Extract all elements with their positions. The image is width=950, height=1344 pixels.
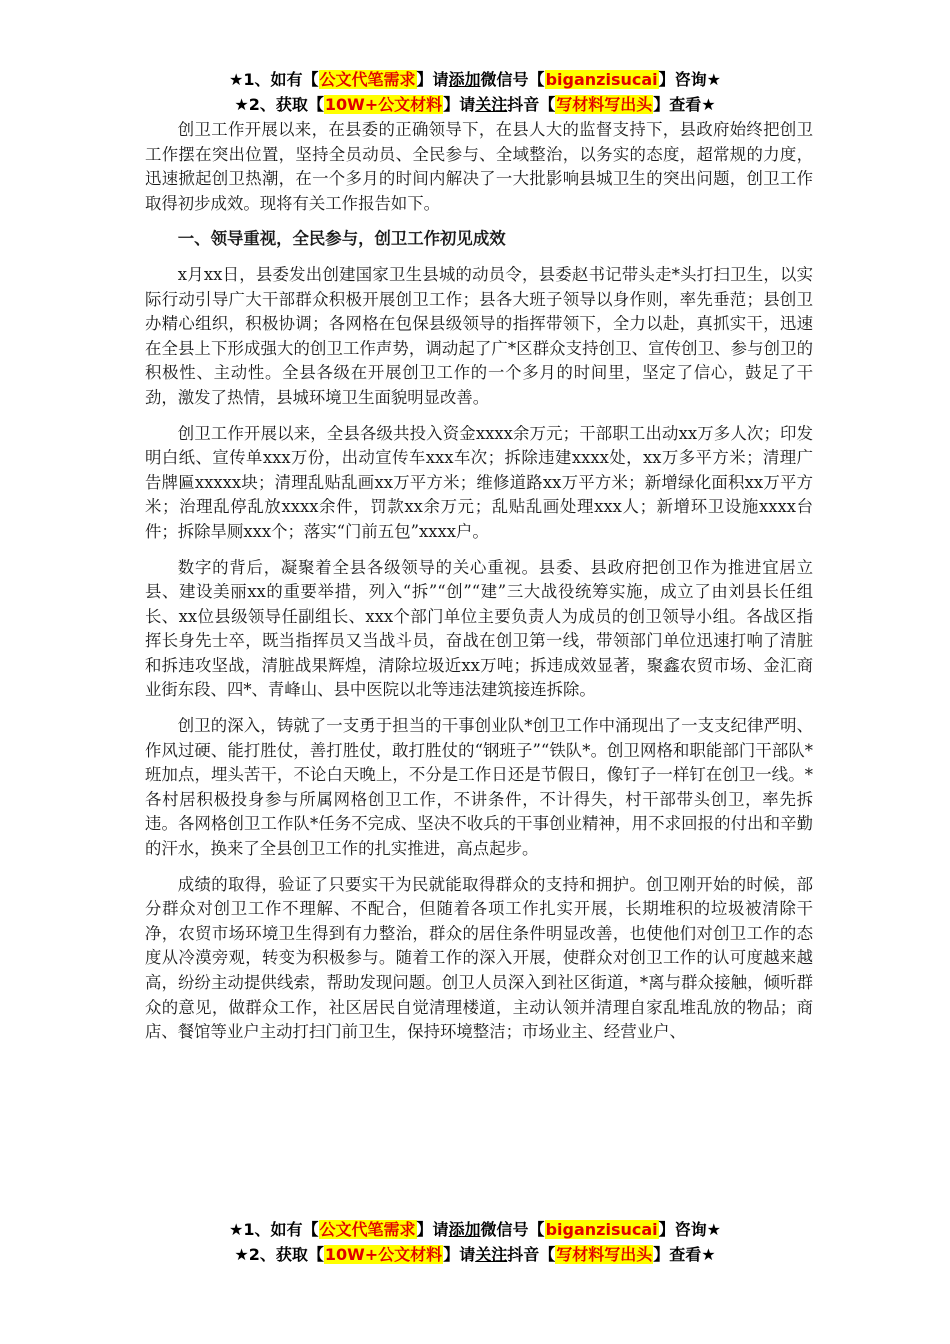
banner-text: 】请 [443,1245,476,1264]
banner-text: 】咨询★ [658,70,721,89]
section-heading: 一、领导重视，全民参与，创卫工作初见成效 [177,229,506,249]
body-paragraph: 创卫工作开展以来，全县各级共投入资金xxxx余万元；干部职工出动xx万多人次；印发明白纸、宣传单xxx万份，出动宣传车xxx车次；拆除违建xxxx处，xx万多平方米；清理广告牌匾xxxxx块；清理乱贴乱画xx万平方米；维修道路xx万平方米；新增绿化面积xx万平方米；治理乱停乱放xxxx余件，罚款xx余万元；乱贴乱画处理xxx人；新增环卫设施xxxx台件；拆除旱厕xxx个；落实“门前五包”xxxx户。 [145,423,813,541]
banner-underline: 添加 [448,70,481,89]
banner-highlight: biganzisucai [545,70,658,89]
banner-highlight: 写材料写出头 [556,1245,653,1264]
banner-text: ★2、获取【 [234,95,324,114]
banner-text: 微信号【 [480,1220,545,1239]
banner-highlight: biganzisucai [545,1220,658,1239]
banner-highlight: 公文代笔需求 [319,70,416,89]
promo-banner-bottom-line2 [0,1243,950,1267]
banner-underline: 关注 [475,1245,508,1264]
banner-highlight: 公文代笔需求 [319,1220,416,1239]
banner-text: 】请 [416,70,449,89]
banner-text: 】查看★ [653,95,716,114]
body-paragraph: 成绩的取得，验证了只要实干为民就能取得群众的支持和拥护。创卫刚开始的时候，部分群众对创卫工作不理解、不配合，但随着各项工作扎实开展，长期堆积的垃圾被清除干净，农贸市场环境卫生得到有力整治，群众的居住条件明显改善，也使他们对创卫工作的态度从冷漠旁观，转变为积极参与。随着工作的深入开展，使群众对创卫工作的认可度越来越高，纷纷主动提供线索，帮助发现问题。创卫人员深入到社区街道，*离与群众接触，倾听群众的意见，做群众工作，社区居民自觉清理楼道，主动认领并清理自家乱堆乱放的物品；商店、餐馆等业户主动打扫门前卫生，保持环境整洁；市场业主、经营业户、 [145,874,813,1042]
banner-text: 】咨询★ [658,1220,721,1239]
banner-underline: 关注 [475,95,508,114]
banner-text: 抖音【 [507,1245,556,1264]
banner-text: ★1、如有【 [229,70,319,89]
banner-underline: 添加 [448,1220,481,1239]
banner-text: ★2、获取【 [234,1245,324,1264]
promo-banner-top-line1 [0,68,950,92]
banner-highlight: 写材料写出头 [556,95,653,114]
banner-text: 】查看★ [653,1245,716,1264]
document-body [145,118,813,1056]
banner-text: 】请 [443,95,476,114]
banner-text: 抖音【 [507,95,556,114]
body-paragraph: x月xx日，县委发出创建国家卫生县城的动员令，县委赵书记带头走*头打扫卫生，以实际行动引导广大干部群众积极开展创卫工作；县各大班子领导以身作则，率先垂范；县创卫办精心组织，积极协调；各网格在包保县级领导的指挥带领下，全力以赴，真抓实干，迅速在全县上下形成强大的创卫工作声势，调动起了广*区群众支持创卫、宣传创卫、参与创卫的积极性、主动性。全县各级在开展创卫工作的一个多月的时间里，坚定了信心，鼓足了干劲，激发了热情，县城环境卫生面貌明显改善。 [145,264,813,407]
banner-highlight: 10W+公文材料 [324,95,443,114]
banner-text: 】请 [416,1220,449,1239]
promo-banner-bottom-line1 [0,1218,950,1242]
banner-text: ★1、如有【 [229,1220,319,1239]
body-paragraph: 数字的背后，凝聚着全县各级领导的关心重视。县委、县政府把创卫作为推进宜居立县、建设美丽xx的重要举措，列入“拆”“创”“建”三大战役统筹实施，成立了由刘县长任组长、xx位县级领导任副组长、xxx个部门单位主要负责人为成员的创卫领导小组。各战区指挥长身先士卒，既当指挥员又当战斗员，奋战在创卫第一线，带领部门单位迅速打响了清脏和拆违攻坚战，清脏战果辉煌，清除垃圾近xx万吨；拆违成效显著，聚鑫农贸市场、金汇商业街东段、四*、青峰山、县中医院以北等违法建筑接连拆除。 [145,557,813,700]
promo-banner-top-line2 [0,93,950,117]
intro-paragraph: 创卫工作开展以来，在县委的正确领导下，在县人大的监督支持下，县政府始终把创卫工作摆在突出位置，坚持全员动员、全民参与、全域整治，以务实的态度，超常规的力度，迅速掀起创卫热潮，在一个多月的时间内解决了一大批影响县城卫生的突出问题，创卫工作取得初步成效。现将有关工作报告如下。 [145,120,813,213]
banner-text: 微信号【 [480,70,545,89]
banner-highlight: 10W+公文材料 [324,1245,443,1264]
body-paragraph: 创卫的深入，铸就了一支勇于担当的干事创业队*创卫工作中涌现出了一支支纪律严明、作风过硬、能打胜仗，善打胜仗，敢打胜仗的“钢班子”“铁队*。创卫网格和职能部门干部队*班加点，埋头苦干，不论白天晚上，不分是工作日还是节假日，像钉子一样钉在创卫一线。*各村居积极投身参与所属网格创卫工作，不讲条件，不计得失，村干部带头创卫，率先拆违。各网格创卫工作队*任务不完成、坚决不收兵的干事创业精神，用不求回报的付出和辛勤的汗水，换来了全县创卫工作的扎实推进，高点起步。 [145,716,813,859]
